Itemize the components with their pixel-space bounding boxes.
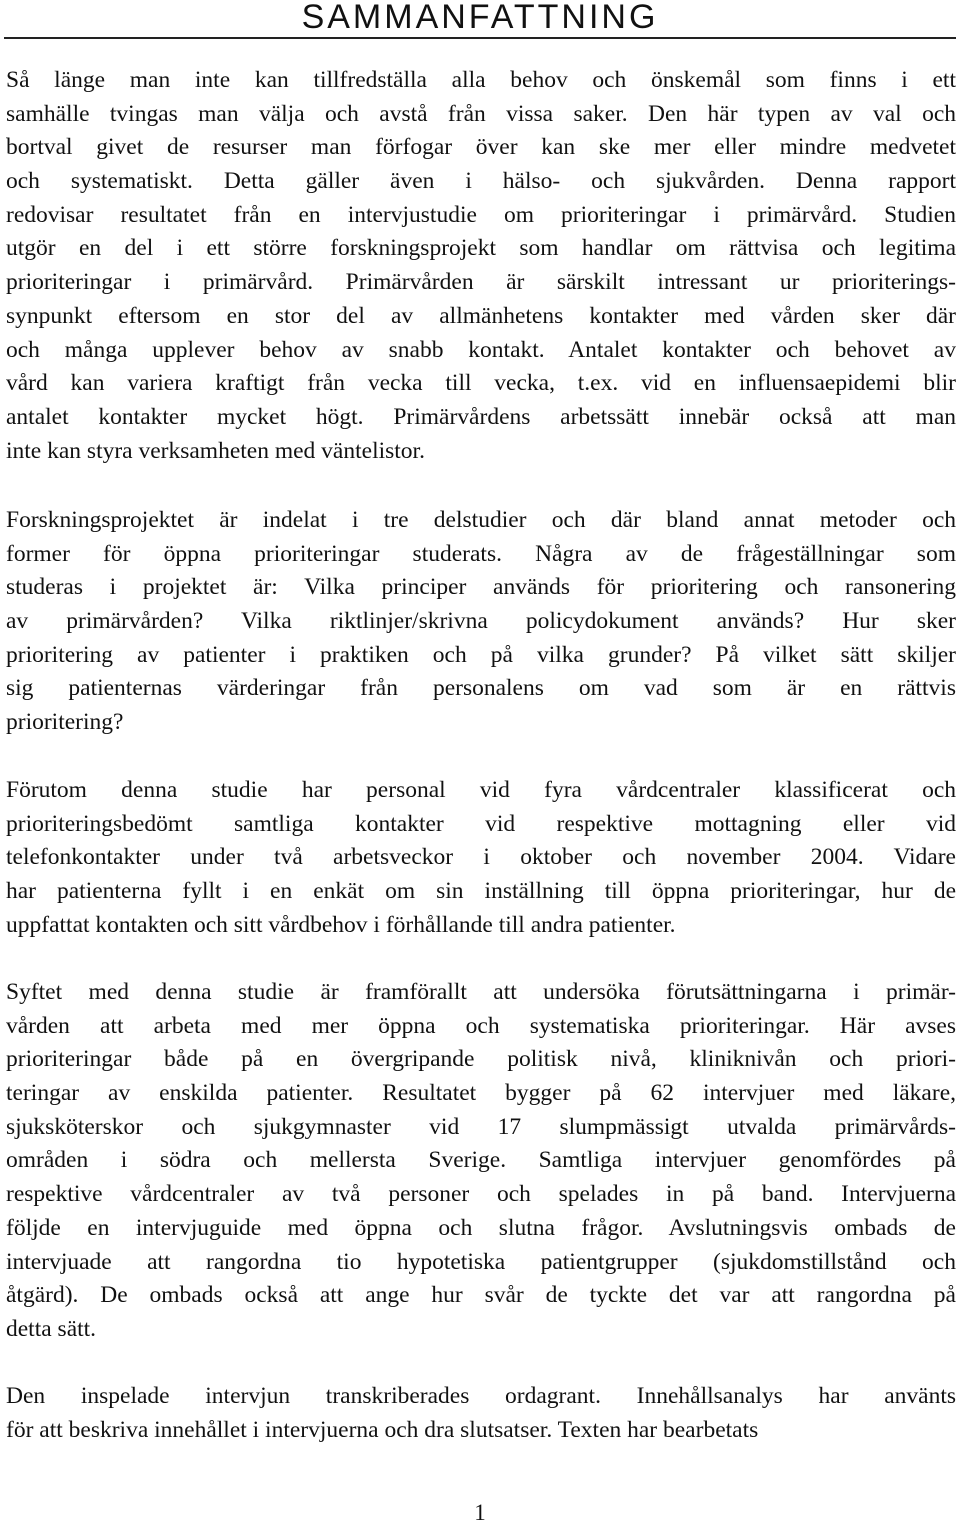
text-line: vården att arbeta med mer öppna och systematiska prioriteringar. Här avses (6, 1012, 956, 1039)
title-underline (4, 37, 956, 39)
paragraph-transcription (6, 1380, 956, 1447)
text-line: Förutom denna studie har personal vid fyra vårdcentraler klassificerat och (6, 777, 956, 803)
text-line: prioriteringar i primärvård. Primärvården är särskilt intressant ur prioriterings- (6, 269, 956, 296)
text-line: respektive vårdcentraler av två personer och spelades in på band. Intervjuerna (6, 1181, 956, 1208)
text-line: uppfattat kontakten och sitt vårdbehov i förhållande till andra patienter. (6, 911, 676, 938)
text-line: och systematiskt. Detta gäller även i hälso- och sjukvården. Denna rapport (6, 168, 956, 195)
text-line: bortval givet de resurser man förfogar över kan ske mer eller mindre medvetet (6, 134, 956, 161)
text-line: intervjuade att rangordna tio hypotetiska patientgrupper (sjukdomstillstånd och (6, 1248, 956, 1275)
text-line: sig patienternas värderingar från personalens om vad som är en rättvis (6, 675, 956, 702)
text-line: följde en intervjuguide med öppna och slutna frågor. Avslutningsvis ombads de (6, 1214, 956, 1241)
text-line: synpunkt eftersom en stor del av allmänhetens kontakter med vården sker där (6, 302, 956, 329)
text-line: sjuksköterskor och sjukgymnaster vid 17 slumpmässigt utvalda primärvårds- (6, 1113, 956, 1140)
paragraph-intro (6, 64, 956, 468)
text-line: Forskningsprojektet är indelat i tre delstudier och där bland annat metoder och (6, 507, 956, 533)
text-line: åtgärd). De ombads också att ange hur svår de tyckte det var att rangordna på (6, 1282, 956, 1309)
text-line: redovisar resultatet från en intervjustudie om prioriteringar i primärvård. Studien (6, 201, 956, 228)
text-line: prioritering? (6, 709, 124, 736)
text-line: teringar av enskilda patienter. Resultatet bygger på 62 intervjuer med läkare, (6, 1080, 956, 1107)
text-line: områden i södra och mellersta Sverige. Samtliga intervjuer genomfördes på (6, 1147, 956, 1174)
text-line: av primärvården? Vilka riktlinjer/skrivna policydokument används? Hur sker (6, 608, 956, 635)
text-line: samhälle tvingas man välja och avstå från vissa saker. Den här typen av val och (6, 100, 956, 127)
text-line: prioritering av patienter i praktiken och på vilka grunder? På vilket sätt skiljer (6, 641, 956, 668)
page-number: 1 (474, 1500, 486, 1525)
text-line: utgör en del i ett större forskningsprojekt som handlar om rättvisa och legitima (6, 235, 956, 262)
text-line: har patienterna fyllt i en enkät om sin inställning till öppna prioriteringar, hur de (6, 878, 956, 905)
text-line: inte kan styra verksamheten med väntelistor. (6, 437, 425, 464)
text-line: former för öppna prioriteringar studerats. Några av de frågeställningar som (6, 540, 956, 567)
text-line: och många upplever behov av snabb kontakt. Antalet kontakter och behovet av (6, 336, 956, 363)
text-line: Syftet med denna studie är framförallt att undersöka förutsättningarna i primär- (6, 979, 956, 1005)
text-line: antalet kontakter mycket högt. Primärvårdens arbetssätt innebär också att man (6, 403, 956, 430)
text-line: telefonkontakter under två arbetsveckor i oktober och november 2004. Vidare (6, 844, 956, 871)
text-line: för att beskriva innehållet i intervjuerna och dra slutsatser. Texten har bearbetats (6, 1416, 759, 1443)
text-line: detta sätt. (6, 1315, 97, 1342)
text-line: prioriteringar både på en övergripande politisk nivå, kliniknivån och priori- (6, 1046, 956, 1073)
text-line: Så länge man inte kan tillfredställa alla behov och önskemål som finns i ett (6, 67, 956, 93)
paragraph-purpose (6, 976, 956, 1347)
text-line: studeras i projektet är: Vilka principer används för prioritering och ransonering (6, 574, 956, 601)
page-title: SAMMANFATTNING (301, 0, 659, 36)
text-line: prioriteringsbedömt samtliga kontakter vid respektive mottagning eller vid (6, 810, 956, 837)
paragraph-research-project (6, 504, 956, 740)
paragraph-classification (6, 774, 956, 942)
text-line: vård kan variera kraftigt från vecka till vecka, t.ex. vid en influensaepidemi blir (6, 370, 956, 397)
text-line: Den inspelade intervjun transkriberades ordagrant. Innehållsanalys har använts (6, 1383, 956, 1409)
